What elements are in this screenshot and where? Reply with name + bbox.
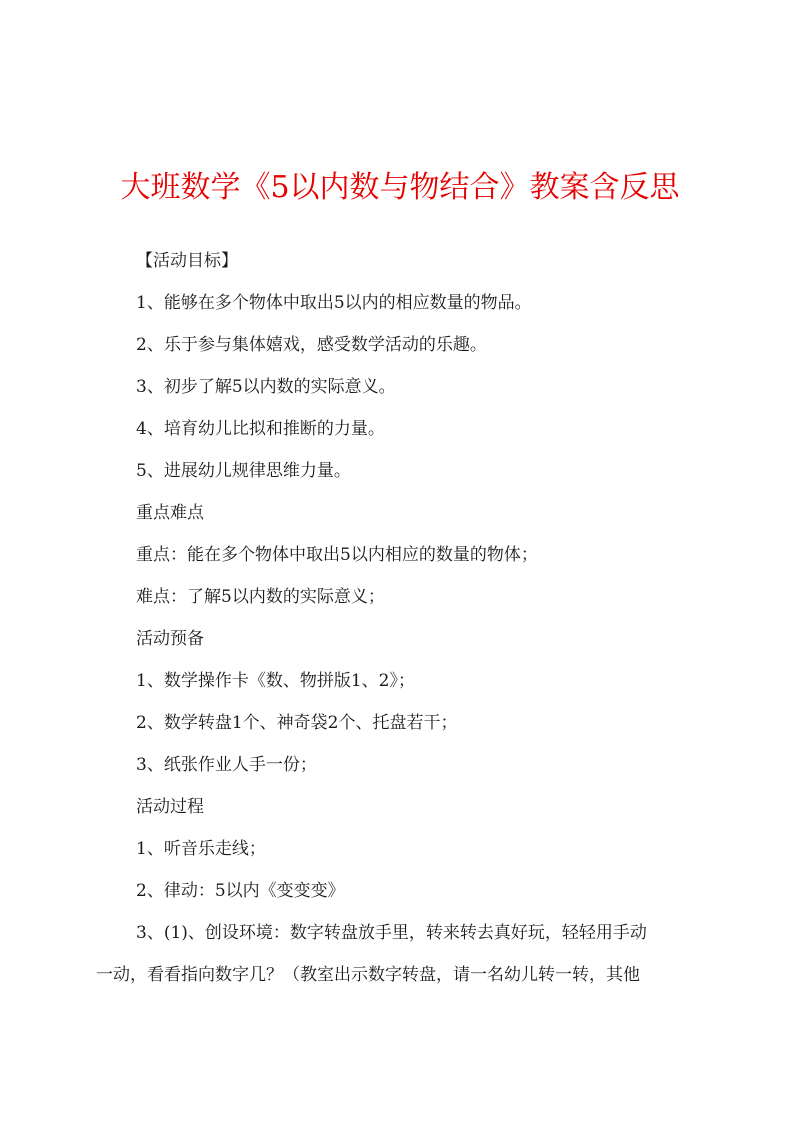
section-heading-goals: 【活动目标】 [136, 251, 238, 271]
paragraph-line: 一动，看看指向数字几？（教室出示数字转盘，请一名幼儿转一转，其他 [96, 965, 640, 985]
section-heading-key-points: 重点难点 [136, 503, 204, 523]
document-title: 大班数学《5以内数与物结合》教案含反思 [120, 170, 680, 205]
paragraph: 1、听音乐走线； [136, 839, 266, 859]
paragraph: 重点：能在多个物体中取出5以内相应的数量的物体； [136, 545, 538, 565]
paragraph: 3、初步了解5以内数的实际意义。 [136, 377, 396, 397]
document-body [96, 240, 706, 996]
paragraph: 难点：了解5以内数的实际意义； [136, 587, 385, 607]
section-heading-process: 活动过程 [136, 797, 204, 817]
paragraph: 2、数学转盘1个、神奇袋2个、托盘若干； [136, 713, 458, 733]
paragraph: 5、进展幼儿规律思维力量。 [136, 461, 351, 481]
paragraph: 2、乐于参与集体嬉戏，感受数学活动的乐趣。 [136, 335, 487, 355]
paragraph: 4、培育幼儿比拟和推断的力量。 [136, 419, 385, 439]
paragraph: 2、律动：5以内《变变变》 [136, 881, 345, 901]
paragraph-line: 3、(1)、创设环境：数字转盘放手里，转来转去真好玩，轻轻用手动 [136, 923, 647, 943]
paragraph: 1、数学操作卡《数、物拼版1、2》； [136, 671, 415, 691]
paragraph: 3、纸张作业人手一份； [136, 755, 317, 775]
paragraph: 1、能够在多个物体中取出5以内的相应数量的物品。 [136, 293, 532, 313]
section-heading-preparation: 活动预备 [136, 629, 204, 649]
